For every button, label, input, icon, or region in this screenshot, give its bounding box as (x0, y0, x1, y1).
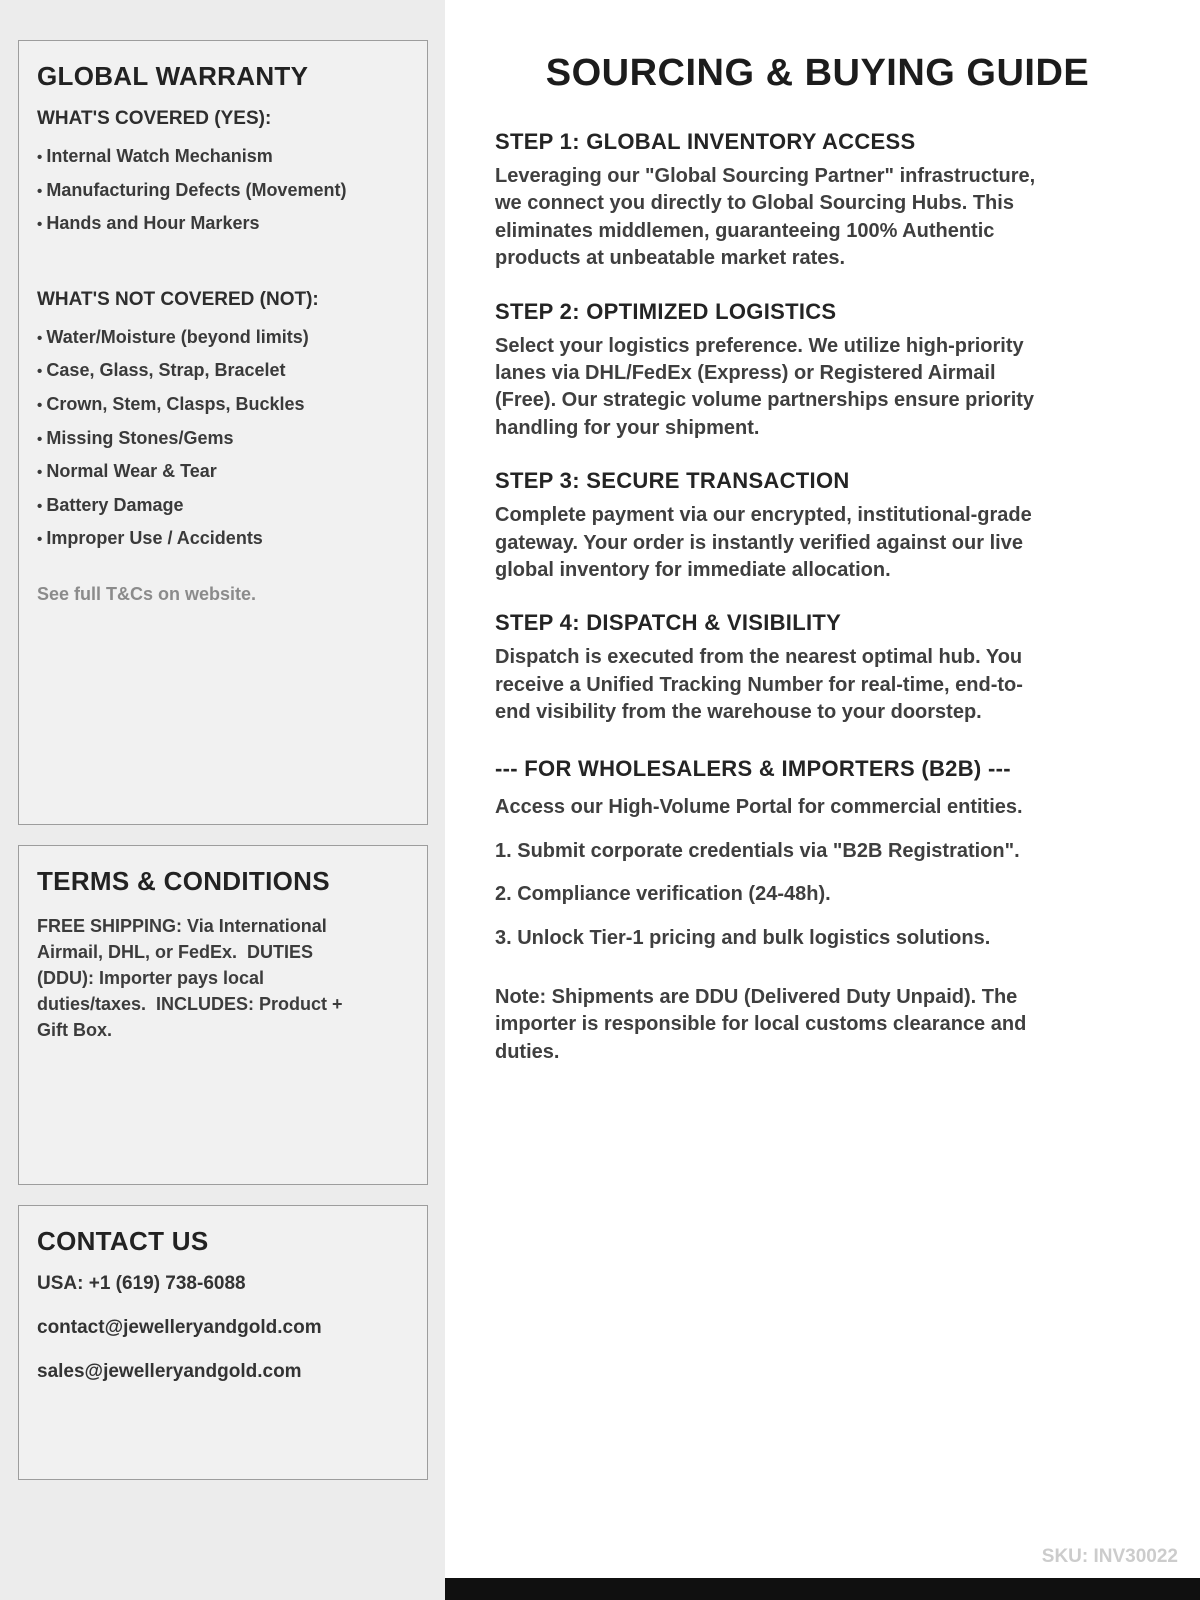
terms-body: FREE SHIPPING: Via International Airmail, DHL, or FedEx. DUTIES (DDU): Importer pays local duties/taxes. INCLUDES: Product + Gift Box. (37, 916, 348, 1041)
list-item: • Hands and Hour Markers (37, 207, 409, 241)
b2b-item-1: 1. Submit corporate credentials via "B2B Registration". (495, 839, 1020, 862)
list-item: • Water/Moisture (beyond limits) (37, 321, 409, 355)
terms-title: TERMS & CONDITIONS (37, 866, 330, 896)
b2b-heading: --- FOR WHOLESALERS & IMPORTERS (B2B) --- (495, 756, 1011, 782)
list-item: • Normal Wear & Tear (37, 455, 409, 489)
warranty-covered-title: WHAT'S COVERED (YES): (37, 108, 272, 129)
warranty-not-covered-list (37, 321, 409, 556)
step-4-heading: STEP 4: DISPATCH & VISIBILITY (495, 610, 842, 636)
contact-title: CONTACT US (37, 1226, 209, 1256)
footer-bar (445, 1578, 1200, 1600)
step-2-body: Select your logistics preference. We utilize high-priority lanes via DHL/FedEx (Express) or Registered Airmail (Free). Our strategic volume partnerships ensure priority handling for your shipment. (495, 334, 1035, 439)
step-2-section (495, 299, 1140, 443)
list-item: • Case, Glass, Strap, Bracelet (37, 354, 409, 388)
page-title: SOURCING & BUYING GUIDE (545, 52, 1090, 94)
list-item: • Internal Watch Mechanism (37, 140, 409, 174)
contact-phone: USA: +1 (619) 738-6088 (37, 1273, 246, 1294)
list-item: • Missing Stones/Gems (37, 422, 409, 456)
step-1-section (495, 129, 1140, 273)
warranty-not-covered-title: WHAT'S NOT COVERED (NOT): (37, 288, 319, 310)
list-item: • Crown, Stem, Clasps, Buckles (37, 388, 409, 422)
b2b-item-3: 3. Unlock Tier-1 pricing and bulk logistics solutions. (495, 926, 991, 949)
step-1-heading: STEP 1: GLOBAL INVENTORY ACCESS (495, 129, 916, 154)
b2b-item-2: 2. Compliance verification (24-48h). (495, 883, 831, 906)
step-4-section (495, 610, 1140, 726)
b2b-intro: Access our High-Volume Portal for commercial entities. (495, 796, 1023, 819)
b2b-note: Note: Shipments are DDU (Delivered Duty Unpaid). The importer is responsible for local customs clearance and duties. (495, 986, 1027, 1063)
contact-email-primary: contact@jewelleryandgold.com (37, 1317, 322, 1338)
list-item: • Battery Damage (37, 489, 409, 523)
step-3-heading: STEP 3: SECURE TRANSACTION (495, 468, 850, 494)
main-inner (445, 0, 1200, 1066)
terms-panel (18, 845, 428, 1185)
warranty-panel (18, 40, 428, 825)
b2b-section (495, 756, 1140, 1066)
sku-label: SKU: INV30022 (1041, 1546, 1178, 1567)
step-3-section (495, 468, 1140, 584)
list-item: • Improper Use / Accidents (37, 522, 409, 556)
contact-panel (18, 1205, 428, 1480)
warranty-title: GLOBAL WARRANTY (37, 61, 309, 91)
warranty-footnote: See full T&Cs on website. (37, 583, 257, 604)
list-item: • Manufacturing Defects (Movement) (37, 174, 409, 208)
spacer (37, 249, 409, 275)
step-1-body: Leveraging our "Global Sourcing Partner" infrastructure, we connect you directly to Global Sourcing Hubs. This eliminates middlemen, guaranteeing 100% Authentic products at unbeatable market rates. (495, 165, 1036, 270)
warranty-covered-list (37, 140, 409, 241)
main-content (445, 0, 1200, 1600)
step-4-body: Dispatch is executed from the nearest optimal hub. You receive a Unified Tracking Number for real-time, end-to-end visibility from the warehouse to your doorstep. (495, 646, 1023, 724)
contact-email-sales: sales@jewelleryandgold.com (37, 1361, 302, 1382)
step-3-body: Complete payment via our encrypted, institutional-grade gateway. Your order is instantly verified against our live global inventory for immediate allocation. (495, 504, 1032, 581)
sidebar (0, 0, 445, 1600)
step-2-heading: STEP 2: OPTIMIZED LOGISTICS (495, 298, 837, 324)
